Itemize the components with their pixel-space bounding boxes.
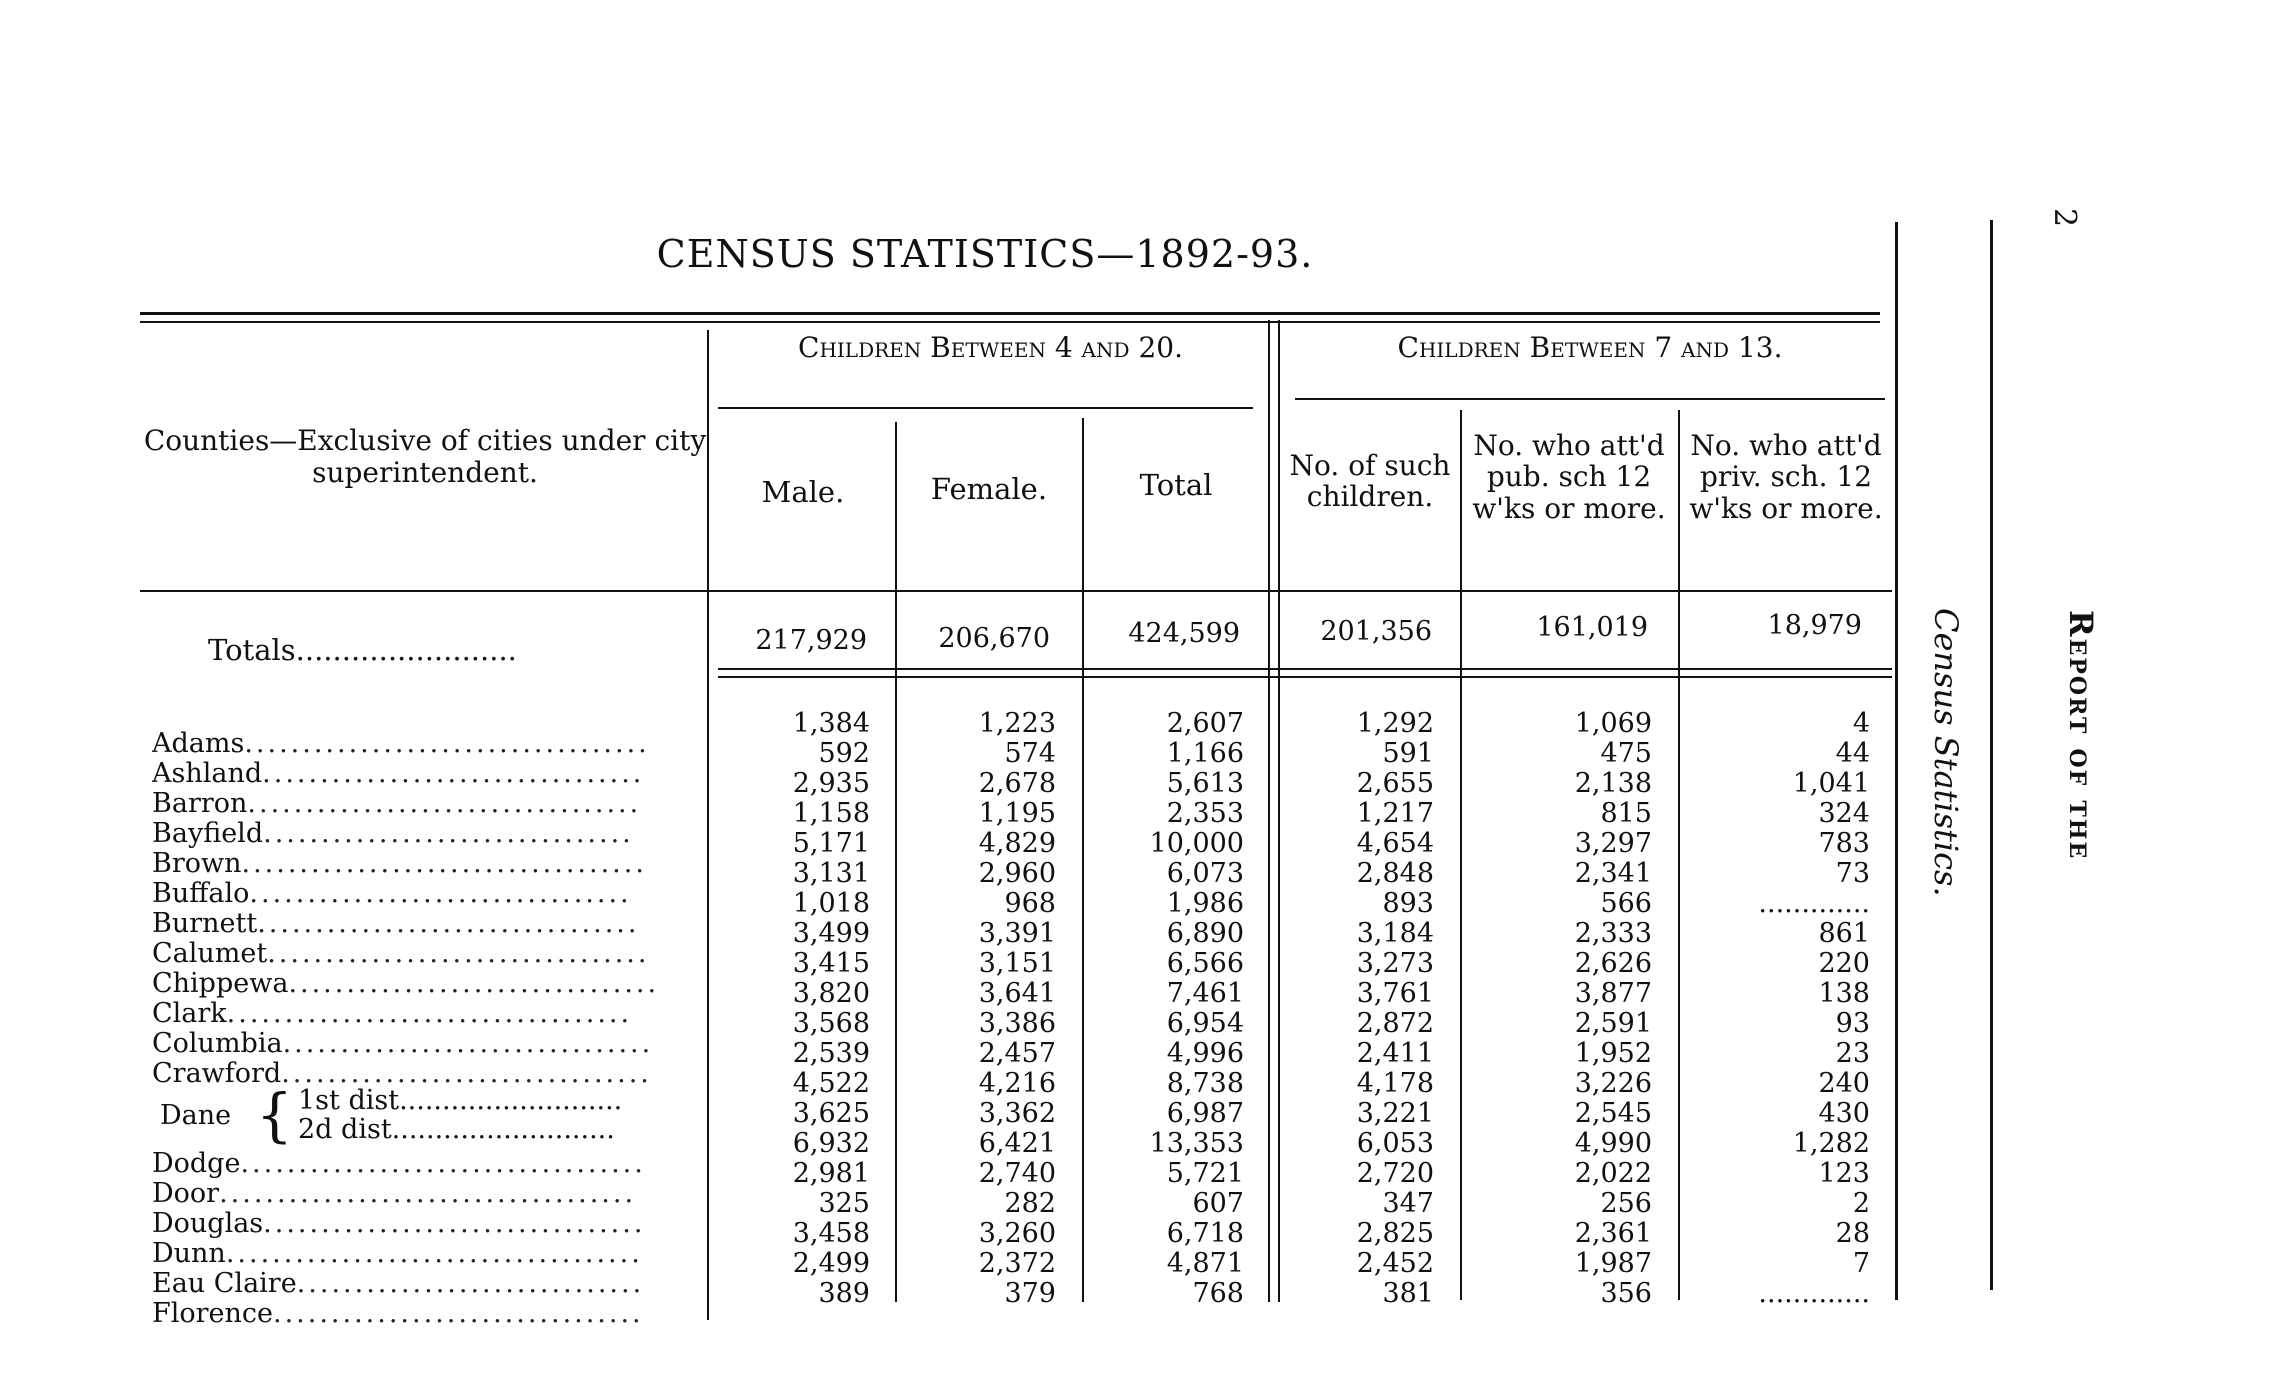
cell-total: 7,461 bbox=[1166, 978, 1244, 1009]
col-divider-female bbox=[1082, 418, 1084, 1302]
cell-priv: 4 bbox=[1852, 708, 1870, 739]
cell-total: 1,986 bbox=[1166, 888, 1244, 919]
dane-1st-dist-label: 1st dist.......................... bbox=[298, 1085, 623, 1116]
cell-total: 6,954 bbox=[1166, 1008, 1244, 1039]
county-name: Ashland bbox=[152, 758, 263, 788]
county-label bbox=[152, 1028, 720, 1058]
counties-header: Counties—Exclusive of cities under city superintendent. bbox=[143, 424, 707, 490]
cell-children: 3,761 bbox=[1356, 978, 1434, 1009]
cell-pub: 2,591 bbox=[1574, 1008, 1652, 1039]
cell-children: 6,053 bbox=[1356, 1128, 1434, 1159]
totals-priv: 18,979 bbox=[1767, 610, 1862, 641]
county-label bbox=[152, 1238, 720, 1268]
cell-children: 2,825 bbox=[1356, 1218, 1434, 1249]
cell-pub: 2,626 bbox=[1574, 948, 1652, 979]
cell-female: 1,195 bbox=[978, 798, 1056, 829]
section-side-label: Census Statistics. bbox=[1927, 608, 1965, 897]
group-header-4-20: Children Between 4 and 20. bbox=[798, 331, 1183, 364]
dane-2d-dist-label: 2d dist.......................... bbox=[298, 1114, 615, 1145]
cell-female: 3,641 bbox=[978, 978, 1056, 1009]
county-label bbox=[152, 1298, 720, 1328]
cell-female: 1,223 bbox=[978, 708, 1056, 739]
totals-male: 217,929 bbox=[755, 625, 867, 656]
cell-female: 379 bbox=[1004, 1278, 1056, 1309]
county-name: Dodge bbox=[152, 1148, 241, 1178]
cell-pub: 475 bbox=[1600, 738, 1652, 769]
cell-priv: 73 bbox=[1835, 858, 1870, 889]
cell-male: 2,539 bbox=[792, 1038, 870, 1069]
leader-dots: ................................... bbox=[241, 848, 647, 878]
cell-female: 2,678 bbox=[978, 768, 1056, 799]
cell-pub: 566 bbox=[1600, 888, 1652, 919]
male-header: Male. bbox=[761, 475, 845, 509]
cell-priv: ............. bbox=[1758, 1278, 1870, 1309]
leader-dots: ................................. bbox=[262, 758, 645, 788]
cell-priv: 240 bbox=[1818, 1068, 1870, 1099]
cell-priv: 28 bbox=[1835, 1218, 1870, 1249]
cell-total: 1,166 bbox=[1166, 738, 1244, 769]
county-label bbox=[152, 1208, 720, 1238]
cell-children: 1,217 bbox=[1356, 798, 1434, 829]
cell-pub: 815 bbox=[1600, 798, 1652, 829]
cell-male: 592 bbox=[818, 738, 870, 769]
cell-total: 5,613 bbox=[1166, 768, 1244, 799]
cell-male: 1,158 bbox=[792, 798, 870, 829]
cell-male: 3,499 bbox=[792, 918, 870, 949]
leader-dots: .................................... bbox=[219, 1178, 637, 1208]
leader-dots: ................................ bbox=[273, 1298, 644, 1328]
cell-male: 3,415 bbox=[792, 948, 870, 979]
cell-total: 6,566 bbox=[1166, 948, 1244, 979]
county-label bbox=[152, 878, 720, 908]
county-name: Eau Claire bbox=[152, 1268, 297, 1298]
cell-female: 282 bbox=[1004, 1188, 1056, 1219]
leader-dots: ................................ bbox=[288, 968, 660, 998]
cell-female: 4,216 bbox=[978, 1068, 1056, 1099]
cell-female: 3,260 bbox=[978, 1218, 1056, 1249]
leader-dots: ................................... bbox=[240, 1148, 646, 1178]
cell-male: 4,522 bbox=[792, 1068, 870, 1099]
cell-children: 591 bbox=[1382, 738, 1434, 769]
cell-pub: 3,877 bbox=[1574, 978, 1652, 1009]
county-name: Clark bbox=[152, 998, 227, 1028]
cell-total: 6,073 bbox=[1166, 858, 1244, 889]
cell-priv: 93 bbox=[1835, 1008, 1870, 1039]
county-name: Chippewa bbox=[152, 968, 289, 998]
cell-priv: 430 bbox=[1818, 1098, 1870, 1129]
leader-dots: ................................. bbox=[257, 908, 640, 938]
cell-total: 6,718 bbox=[1166, 1218, 1244, 1249]
cell-total: 6,987 bbox=[1166, 1098, 1244, 1129]
cell-pub: 2,333 bbox=[1574, 918, 1652, 949]
county-label bbox=[152, 758, 720, 788]
cell-male: 6,932 bbox=[792, 1128, 870, 1159]
right-border bbox=[1895, 222, 1898, 1300]
cell-children: 2,872 bbox=[1356, 1008, 1434, 1039]
county-name: Burnett bbox=[152, 908, 258, 938]
cell-female: 4,829 bbox=[978, 828, 1056, 859]
county-label bbox=[152, 968, 720, 998]
leader-dots: .................................. bbox=[247, 788, 642, 818]
dane-block bbox=[160, 1081, 728, 1149]
page-number: 2 bbox=[2047, 208, 2082, 228]
cell-children: 2,411 bbox=[1356, 1038, 1434, 1069]
cell-female: 2,457 bbox=[978, 1038, 1056, 1069]
col-divider-group bbox=[1268, 320, 1270, 1302]
cell-female: 3,391 bbox=[978, 918, 1056, 949]
col-divider-group-b bbox=[1278, 320, 1280, 1302]
leader-dots: .............................. bbox=[296, 1268, 645, 1298]
cell-children: 3,184 bbox=[1356, 918, 1434, 949]
top-rule-2 bbox=[140, 321, 1880, 323]
cell-priv: 324 bbox=[1818, 798, 1870, 829]
cell-priv: 44 bbox=[1835, 738, 1870, 769]
cell-total: 13,353 bbox=[1149, 1128, 1244, 1159]
cell-pub: 2,361 bbox=[1574, 1218, 1652, 1249]
cell-female: 968 bbox=[1004, 888, 1056, 919]
cell-priv: 2 bbox=[1852, 1188, 1870, 1219]
county-name: Barron bbox=[152, 788, 248, 818]
priv-school-header: No. who att'd priv. sch. 12 w'ks or more. bbox=[1689, 429, 1883, 525]
cell-pub: 356 bbox=[1600, 1278, 1652, 1309]
cell-children: 347 bbox=[1382, 1188, 1434, 1219]
cell-male: 3,568 bbox=[792, 1008, 870, 1039]
group-rule-left bbox=[718, 407, 1253, 409]
page-title: CENSUS STATISTICS—1892-93. bbox=[656, 232, 1314, 276]
cell-female: 3,362 bbox=[978, 1098, 1056, 1129]
female-header: Female. bbox=[930, 472, 1048, 506]
county-label bbox=[152, 908, 720, 938]
leader-dots: ................................. bbox=[263, 1208, 646, 1238]
county-name: Bayfield bbox=[152, 818, 264, 848]
cell-children: 2,452 bbox=[1356, 1248, 1434, 1279]
county-label bbox=[152, 938, 720, 968]
cell-children: 3,273 bbox=[1356, 948, 1434, 979]
cell-male: 1,018 bbox=[792, 888, 870, 919]
cell-priv: 220 bbox=[1818, 948, 1870, 979]
county-name: Brown bbox=[152, 848, 242, 878]
cell-total: 768 bbox=[1192, 1278, 1244, 1309]
cell-priv: 783 bbox=[1818, 828, 1870, 859]
leader-dots: ................................ bbox=[263, 818, 634, 848]
total-header: Total bbox=[1139, 468, 1213, 502]
cell-male: 2,499 bbox=[792, 1248, 870, 1279]
county-label bbox=[152, 1148, 720, 1178]
cell-male: 325 bbox=[818, 1188, 870, 1219]
leader-dots: ................................. bbox=[249, 878, 632, 908]
children-header: No. of such children. bbox=[1289, 449, 1451, 514]
group-rule-right bbox=[1295, 398, 1885, 400]
cell-female: 574 bbox=[1004, 738, 1056, 769]
cell-total: 8,738 bbox=[1166, 1068, 1244, 1099]
cell-priv: 123 bbox=[1818, 1158, 1870, 1189]
cell-pub: 2,138 bbox=[1574, 768, 1652, 799]
cell-male: 2,935 bbox=[792, 768, 870, 799]
cell-female: 2,372 bbox=[978, 1248, 1056, 1279]
leader-dots: ................................. bbox=[267, 938, 650, 968]
leader-dots: .................................... bbox=[225, 1238, 643, 1268]
cell-female: 3,151 bbox=[978, 948, 1056, 979]
cell-female: 2,740 bbox=[978, 1158, 1056, 1189]
county-label bbox=[152, 1268, 720, 1298]
county-label bbox=[152, 1178, 720, 1208]
cell-children: 4,654 bbox=[1356, 828, 1434, 859]
cell-pub: 1,069 bbox=[1574, 708, 1652, 739]
cell-male: 2,981 bbox=[792, 1158, 870, 1189]
cell-total: 4,996 bbox=[1166, 1038, 1244, 1069]
cell-male: 389 bbox=[818, 1278, 870, 1309]
cell-children: 3,221 bbox=[1356, 1098, 1434, 1129]
county-name: Buffalo bbox=[152, 878, 250, 908]
header-bottom-rule bbox=[140, 590, 1892, 592]
cell-children: 893 bbox=[1382, 888, 1434, 919]
cell-pub: 2,022 bbox=[1574, 1158, 1652, 1189]
cell-priv: 1,282 bbox=[1792, 1128, 1870, 1159]
county-label bbox=[152, 818, 720, 848]
cell-children: 381 bbox=[1382, 1278, 1434, 1309]
dane-label: Dane bbox=[160, 1100, 232, 1131]
cell-total: 6,890 bbox=[1166, 918, 1244, 949]
totals-pub: 161,019 bbox=[1536, 612, 1648, 643]
county-name: Door bbox=[152, 1178, 220, 1208]
cell-pub: 3,297 bbox=[1574, 828, 1652, 859]
leader-dots: ................................... bbox=[226, 998, 633, 1028]
county-name: Dunn bbox=[152, 1238, 226, 1268]
top-rule bbox=[140, 312, 1880, 315]
cell-pub: 2,341 bbox=[1574, 858, 1652, 889]
cell-priv: 861 bbox=[1818, 918, 1870, 949]
cell-male: 3,131 bbox=[792, 858, 870, 889]
cell-pub: 1,987 bbox=[1574, 1248, 1652, 1279]
cell-children: 2,655 bbox=[1356, 768, 1434, 799]
leader-dots: ................................... bbox=[244, 728, 650, 758]
cell-male: 1,384 bbox=[792, 708, 870, 739]
cell-pub: 4,990 bbox=[1574, 1128, 1652, 1159]
cell-male: 3,625 bbox=[792, 1098, 870, 1129]
totals-label: Totals........................ bbox=[208, 633, 517, 667]
pub-school-header: No. who att'd pub. sch 12 w'ks or more. bbox=[1472, 429, 1666, 525]
county-label bbox=[152, 728, 720, 758]
cell-children: 2,720 bbox=[1356, 1158, 1434, 1189]
county-name: Adams bbox=[152, 728, 245, 758]
running-head-side-label: Report of the bbox=[2062, 610, 2100, 861]
county-name: Columbia bbox=[152, 1028, 283, 1058]
cell-children: 4,178 bbox=[1356, 1068, 1434, 1099]
county-name: Douglas bbox=[152, 1208, 264, 1238]
cell-female: 3,386 bbox=[978, 1008, 1056, 1039]
group-header-7-13: Children Between 7 and 13. bbox=[1397, 331, 1783, 364]
totals-children: 201,356 bbox=[1320, 616, 1432, 647]
cell-pub: 256 bbox=[1600, 1188, 1652, 1219]
cell-total: 2,353 bbox=[1166, 798, 1244, 829]
cell-total: 2,607 bbox=[1166, 708, 1244, 739]
cell-male: 3,458 bbox=[792, 1218, 870, 1249]
leader-dots: ................................ bbox=[281, 1058, 652, 1088]
cell-female: 6,421 bbox=[978, 1128, 1056, 1159]
leader-dots: ................................ bbox=[282, 1028, 654, 1058]
county-label bbox=[152, 1058, 720, 1088]
cell-pub: 3,226 bbox=[1574, 1068, 1652, 1099]
county-name: Calumet bbox=[152, 938, 268, 968]
totals-female: 206,670 bbox=[938, 623, 1050, 654]
cell-children: 1,292 bbox=[1356, 708, 1434, 739]
cell-priv: 23 bbox=[1835, 1038, 1870, 1069]
cell-male: 3,820 bbox=[792, 978, 870, 1009]
cell-pub: 1,952 bbox=[1574, 1038, 1652, 1069]
cell-children: 2,848 bbox=[1356, 858, 1434, 889]
county-label bbox=[152, 848, 720, 878]
cell-female: 2,960 bbox=[978, 858, 1056, 889]
cell-priv: 7 bbox=[1852, 1248, 1870, 1279]
cell-total: 5,721 bbox=[1166, 1158, 1244, 1189]
cell-total: 4,871 bbox=[1166, 1248, 1244, 1279]
totals-total: 424,599 bbox=[1128, 618, 1240, 649]
cell-priv: 1,041 bbox=[1792, 768, 1870, 799]
cell-priv: 138 bbox=[1818, 978, 1870, 1009]
cell-total: 10,000 bbox=[1149, 828, 1244, 859]
county-label bbox=[152, 998, 720, 1028]
county-name: Crawford bbox=[152, 1058, 282, 1088]
cell-male: 5,171 bbox=[792, 828, 870, 859]
cell-pub: 2,545 bbox=[1574, 1098, 1652, 1129]
cell-total: 607 bbox=[1192, 1188, 1244, 1219]
county-label bbox=[152, 788, 720, 818]
far-right-border bbox=[1990, 220, 1993, 1290]
col-divider-male bbox=[895, 422, 897, 1302]
dane-brace: { bbox=[256, 1081, 293, 1149]
county-name: Florence bbox=[152, 1298, 273, 1328]
cell-priv: ............. bbox=[1758, 888, 1870, 919]
